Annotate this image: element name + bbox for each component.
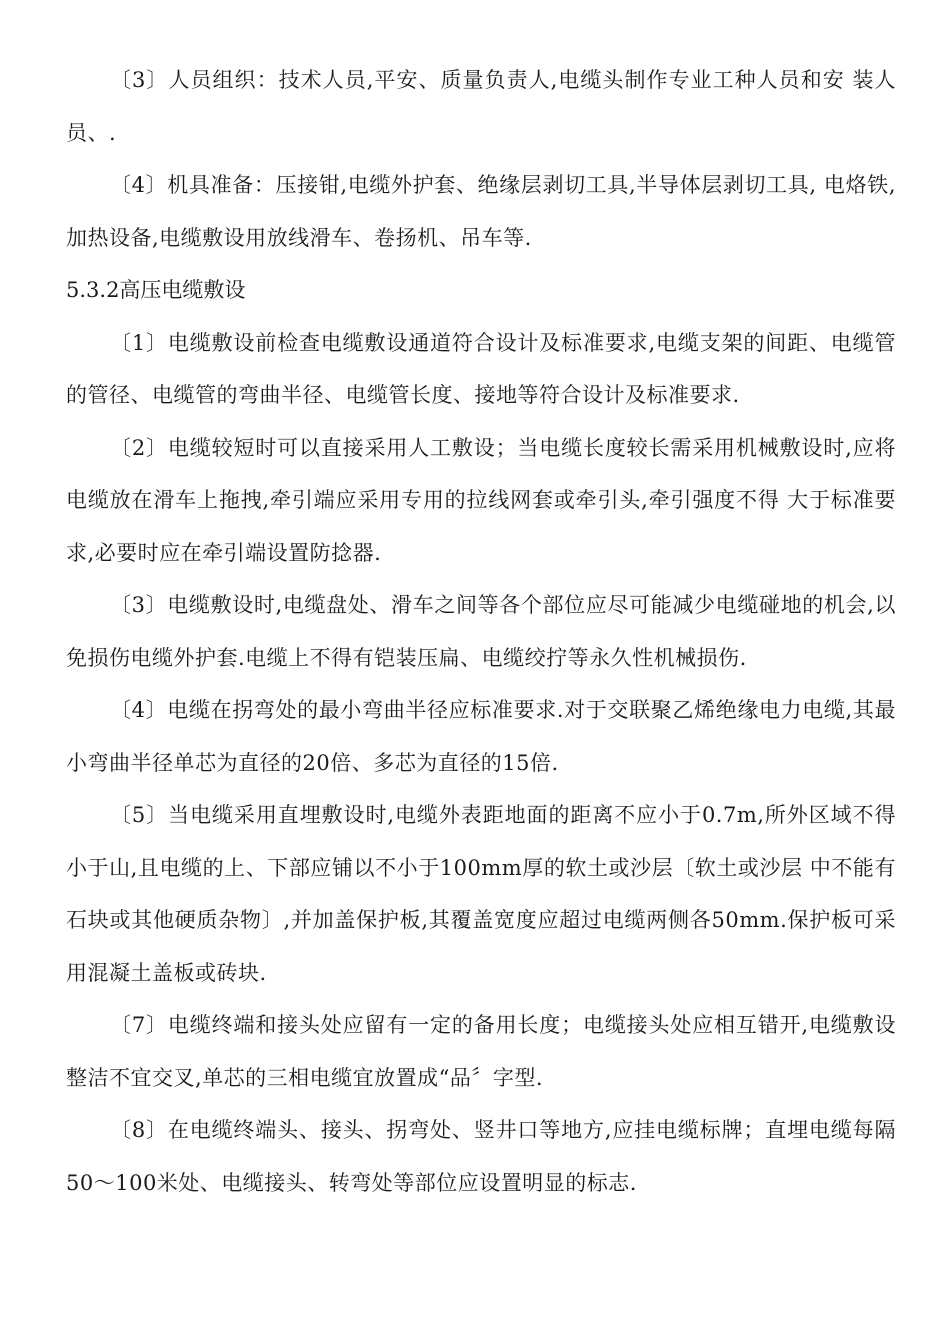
document-page: [66, 54, 896, 1209]
paragraph-personnel: 〔3〕人员组织：技术人员,平安、质量负责人,电缆头制作专业工种人员和安 装人员、.: [66, 68, 896, 145]
paragraph-item-8: 〔8〕在电缆终端头、接头、拐弯处、竖井口等地方,应挂电缆标牌；直埋电缆每隔50〜100米处、电缆接头、转弯处等部位应设置明显的标志.: [66, 1118, 896, 1195]
paragraph-item-5: 〔5〕当电缆采用直埋敷设时,电缆外表距地面的距离不应小于0.7m,所外区域不得小于山,且电缆的上、下部应铺以不小于100mm厚的软土或沙层〔软土或沙层 中不能有石块或其他硬质杂物〕,并加盖保护板,其覆盖宽度应超过电缆两侧各50mm.保护板可采用混凝土盖板或砖块.: [66, 803, 896, 985]
paragraph-item-7: 〔7〕电缆终端和接头处应留有一定的备用长度；电缆接头处应相互错开,电缆敷设整洁不宜交叉,单芯的三相电缆宜放置成“品〞字型.: [66, 1013, 896, 1090]
paragraph-item-2: 〔2〕电缆较短时可以直接采用人工敷设；当电缆长度较长需采用机械敷设时,应将电缆放在滑车上拖拽,牵引端应采用专用的拉线网套或牵引头,牵引强度不得 大于标准要求,必要时应在牵引端设置防捻器.: [66, 435, 896, 565]
section-heading: 5.3.2高压电缆敷设: [66, 278, 246, 302]
paragraph-item-3: 〔3〕电缆敷设时,电缆盘处、滑车之间等各个部位应尽可能减少电缆碰地的机会,以免损伤电缆外护套.电缆上不得有铠装压扁、电缆绞拧等永久性机械损伤.: [66, 593, 896, 670]
paragraph-item-4: 〔4〕电缆在拐弯处的最小弯曲半径应标准要求.对于交联聚乙烯绝缘电力电缆,其最小弯曲半径单芯为直径的20倍、多芯为直径的15倍.: [66, 698, 896, 775]
paragraph-item-1: 〔1〕电缆敷设前检查电缆敷设通道符合设计及标准要求,电缆支架的间距、电缆管的管径、电缆管的弯曲半径、电缆管长度、接地等符合设计及标准要求.: [66, 330, 896, 407]
paragraph-equipment: 〔4〕机具准备：压接钳,电缆外护套、绝缘层剥切工具,半导体层剥切工具, 电烙铁,加热设备,电缆敷设用放线滑车、卷扬机、吊车等.: [66, 173, 896, 250]
